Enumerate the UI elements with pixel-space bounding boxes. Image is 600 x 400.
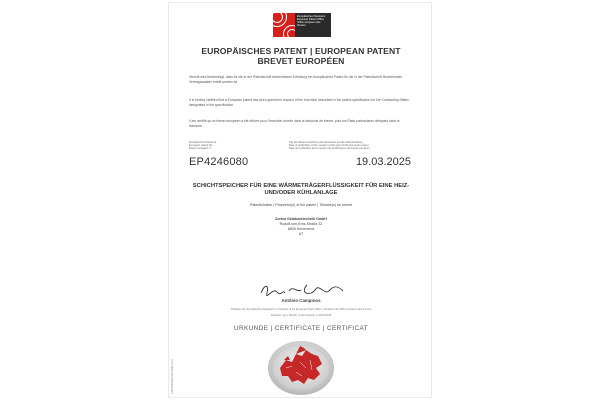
proprietor-city: 6845 Hohenems: [287, 227, 315, 231]
certificate-page: [168, 2, 432, 398]
epo-logo: [273, 13, 331, 37]
footer-place-date: München, den | Munich, | Fait à Munich, le 19.03.2025: [270, 314, 332, 317]
europe-map-seal-icon: [266, 338, 336, 396]
epo-logo-text: Europäisches Patentamt European Patent Office Office européen des brevets: [295, 13, 331, 37]
proprietor-country: AT: [298, 232, 304, 236]
invention-title: SCHICHTSPEICHER FÜR EINE WÄRMETRÄGERFLÜSSIGKEIT FÜR EINE HEIZ- UND/ODER KÜHLANLAGE: [192, 183, 410, 196]
proprietor-name: Zortea Gebäudetechnik GmbH: [275, 217, 327, 221]
paragraph-de: Hiermit wird bescheinigt, dass für die in der Patentschrift beschriebene Erfindung ein europäisches Patent für die in der Patentschrift bezeichneten Vertragsstaaten erteilt worden ist.: [189, 75, 403, 84]
footer-president: Präsident des Europäischen Patentamts | President of the European Patent Office | Président de l'Office européen des brevets: [231, 308, 371, 311]
form-code: EPO/EPA/OEB Form 2004 12.21: [171, 359, 174, 394]
title-line-2: BREVET EUROPÉEN: [257, 56, 345, 66]
grant-date-labels: Tag der Bekanntmachung des Hinweises auf die Patenterteilung Date of publication of the mention of the grant of the European patent Date de publication de la mention de la délivrance du brevet européen: [289, 141, 370, 151]
signature-image: [257, 281, 347, 299]
proprietor-street: Rudolf-von-Ems-Straße 32: [279, 222, 323, 226]
title-line-1: EUROPÄISCHES PATENT | EUROPEAN PATENT: [201, 46, 401, 56]
epo-logo-mark-icon: [273, 13, 295, 37]
grant-date: 19.03.2025: [355, 156, 411, 168]
signatory-name: António Campinos: [281, 298, 321, 303]
paragraph-en: It is hereby certified that a European patent has been granted in respect of the invention described in the patent specification for the Contracting States designated in the specification.: [189, 98, 409, 107]
patent-number-labels: Europäisches Patent Nr. European patent No. Brevet européen n°: [189, 141, 217, 151]
paragraph-fr: Il est certifié qu'un brevet européen a été délivré pour l'invention décrite dans le fascicule de brevet, pour les États contractants désignés dans le fascicule.: [189, 119, 400, 128]
patent-number: EP4246080: [189, 156, 249, 168]
proprietor-label: Patentinhaber | Proprietor(s) of the patent | Titulaire(s) du brevet: [250, 203, 352, 207]
certificate-word: URKUNDE | CERTIFICATE | CERTIFICAT: [234, 325, 368, 332]
